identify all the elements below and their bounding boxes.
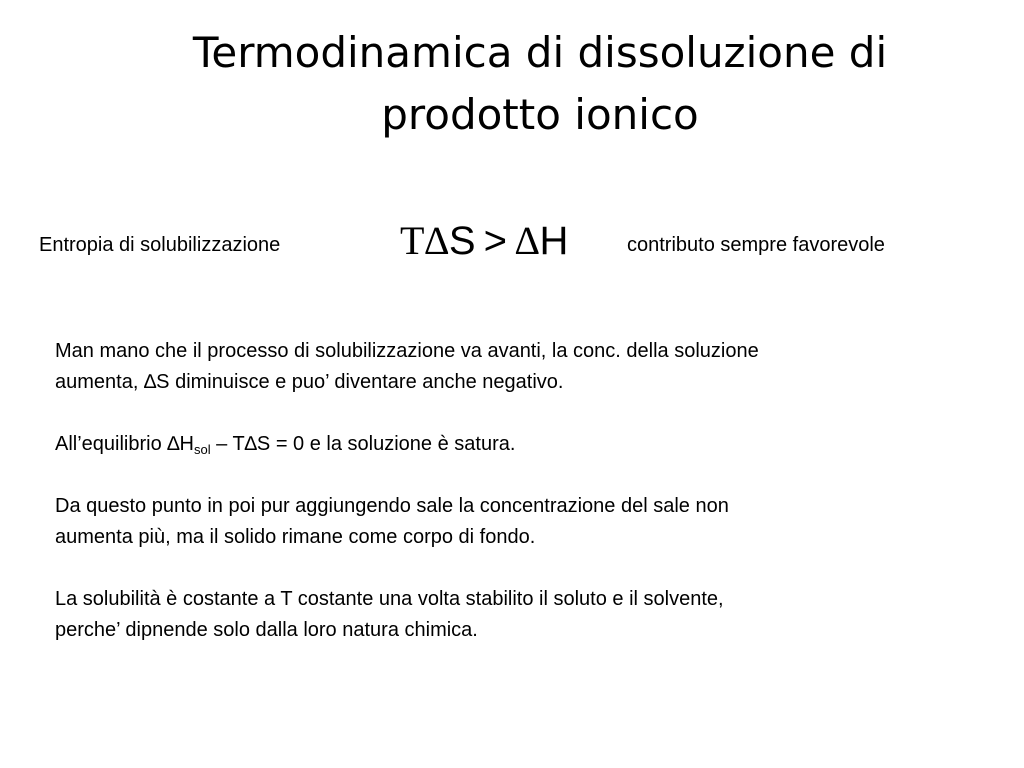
formula-temperature: T	[400, 218, 425, 263]
entropy-label: Entropia di solubilizzazione	[39, 234, 281, 256]
equilibrium-suffix: – T∆S = 0 e la soluzione è satura.	[210, 433, 516, 455]
slide-title-line-1: Termodinamica di dissoluzione di	[192, 28, 888, 77]
paragraph-line: perche’ dipnende solo dalla loro natura chimica.	[55, 619, 478, 641]
paragraph-saturation	[55, 491, 985, 553]
paragraph-line: Man mano che il processo di solubilizzazione va avanti, la conc. della soluzione	[55, 340, 759, 362]
equilibrium-prefix: All’equilibrio ∆H	[55, 433, 194, 455]
formula-greater-than: >	[483, 219, 507, 263]
paragraph-concentration	[55, 336, 985, 398]
paragraph-line: Da questo punto in poi pur aggiungendo sale la concentrazione del sale non	[55, 495, 729, 517]
equilibrium-subscript: sol	[193, 442, 211, 457]
favorable-contribution-label: contributo sempre favorevole	[627, 234, 885, 256]
slide-title-line-2: prodotto ionico	[381, 90, 699, 139]
paragraph-solubility	[55, 584, 985, 646]
paragraph-line: aumenta più, ma il solido rimane come corpo di fondo.	[55, 526, 536, 548]
slide-title	[90, 22, 990, 146]
paragraph-equilibrium	[55, 429, 985, 460]
paragraph-line: La solubilità è costante a T costante una volta stabilito il soluto e il solvente,	[55, 588, 724, 610]
entropy-enthalpy-formula	[400, 216, 568, 266]
formula-entropy: S	[448, 219, 476, 263]
formula-enthalpy: H	[539, 219, 569, 263]
paragraph-line: aumenta, ∆S diminuisce e puo’ diventare anche negativo.	[55, 371, 564, 393]
formula-delta-entropy: ∆	[424, 218, 449, 263]
formula-delta-enthalpy: ∆	[514, 218, 540, 263]
body-text	[55, 336, 985, 646]
